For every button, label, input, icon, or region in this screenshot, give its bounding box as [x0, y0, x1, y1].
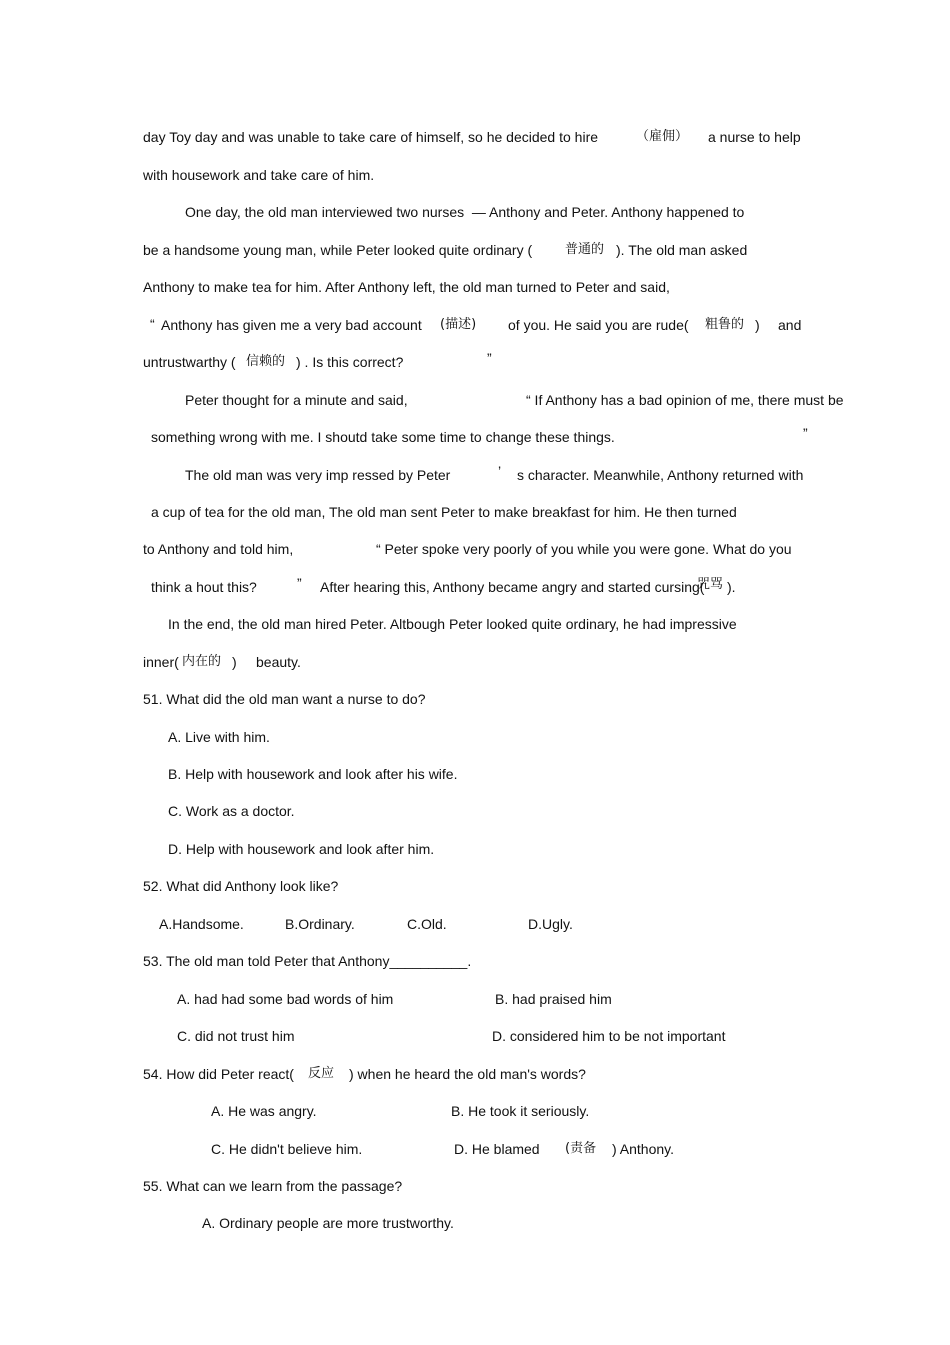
passage-line: Peter thought for a minute and said, — [185, 392, 408, 408]
passage-line: ). The old man asked — [616, 242, 748, 258]
answer-option: D. He blamed — [454, 1141, 540, 1157]
answer-option: ) Anthony. — [612, 1141, 675, 1157]
chinese-gloss: 内在的 — [182, 654, 222, 669]
passage-line: ) — [232, 654, 237, 670]
question-stem: 55. What can we learn from the passage? — [143, 1178, 403, 1194]
passage-line: In the end, the old man hired Peter. Altbough Peter looked quite ordinary, he had impressive — [168, 616, 737, 632]
quote-mark: ” — [803, 425, 808, 441]
answer-option: A. had had some bad words of him — [177, 991, 394, 1007]
question-stem: 51. What did the old man want a nurse to do? — [143, 691, 426, 707]
answer-option: C. did not trust him — [177, 1028, 295, 1044]
question-stem: 52. What did Anthony look like? — [143, 878, 339, 894]
question-stem: ) when he heard the old man's words? — [349, 1066, 586, 1082]
passage-line: something wrong with me. I shoutd take some time to change these things. — [151, 429, 615, 445]
passage-line: with housework and take care of him. — [143, 167, 375, 183]
chinese-gloss: (责备 — [565, 1141, 597, 1156]
chinese-gloss: 普通的 — [565, 242, 605, 257]
quote-mark: “ — [150, 316, 155, 332]
passage-line: One day, the old man interviewed two nurses — Anthony and Peter. Anthony happened to — [185, 204, 745, 220]
answer-option: B. Help with housework and look after his wife. — [168, 766, 458, 782]
answer-option: A.Handsome. — [159, 916, 244, 932]
answer-option: D. Help with housework and look after him. — [168, 841, 435, 857]
passage-line: inner( — [143, 654, 179, 670]
chinese-gloss: 反应 — [308, 1066, 335, 1081]
apostrophe: ’ — [498, 463, 502, 479]
passage-line: and — [778, 317, 802, 333]
answer-option: D.Ugly. — [528, 916, 573, 932]
answer-option: B. had praised him — [495, 991, 612, 1007]
passage-line: a nurse to help — [708, 129, 801, 145]
passage-line: be a handsome young man, while Peter looked quite ordinary ( — [143, 242, 533, 258]
passage-line: beauty. — [256, 654, 301, 670]
chinese-gloss: 信赖的 — [246, 354, 286, 369]
answer-option: A. He was angry. — [211, 1103, 317, 1119]
passage-line: ). — [727, 579, 736, 595]
passage-line: day Toy day and was unable to take care of himself, so he decided to hire — [143, 129, 599, 145]
answer-option: A. Live with him. — [168, 729, 270, 745]
chinese-gloss: 粗鲁的 — [705, 317, 745, 332]
answer-option: B. He took it seriously. — [451, 1103, 590, 1119]
passage-line: ) — [755, 317, 760, 333]
quote-mark: ” — [297, 575, 302, 591]
passage-line: Anthony to make tea for him. After Anthony left, the old man turned to Peter and said, — [143, 279, 670, 295]
passage-line: to Anthony and told him, — [143, 541, 294, 557]
quote-mark: ” — [487, 350, 492, 366]
answer-option: A. Ordinary people are more trustworthy. — [202, 1215, 454, 1231]
chinese-gloss: （雇佣） — [636, 129, 689, 144]
question-stem: 53. The old man told Peter that Anthony__________. — [143, 953, 472, 969]
question-stem: 54. How did Peter react( — [143, 1066, 294, 1082]
passage-line: untrustwarthy ( — [143, 354, 236, 370]
answer-option: C. Work as a doctor. — [168, 803, 295, 819]
passage-line: ) . Is this correct? — [296, 354, 404, 370]
answer-option: C. He didn't believe him. — [211, 1141, 363, 1157]
passage-line: think a hout this? — [151, 579, 257, 595]
passage-line: of you. He said you are rude( — [508, 317, 689, 333]
chinese-gloss: 咒骂 — [697, 577, 724, 592]
answer-option: C.Old. — [407, 916, 447, 932]
passage-line: Anthony has given me a very bad account — [161, 317, 422, 333]
answer-option: B.Ordinary. — [285, 916, 355, 932]
passage-line: The old man was very imp ressed by Peter — [185, 467, 451, 483]
passage-line: a cup of tea for the old man, The old man sent Peter to make breakfast for him. He then turned — [151, 504, 737, 520]
passage-line: After hearing this, Anthony became angry and started cursing( — [320, 579, 705, 595]
passage-line: “ If Anthony has a bad opinion of me, there must be — [526, 392, 844, 408]
passage-line: s character. Meanwhile, Anthony returned with — [517, 467, 804, 483]
chinese-gloss: (描述) — [440, 317, 477, 332]
answer-option: D. considered him to be not important — [492, 1028, 726, 1044]
passage-line: “ Peter spoke very poorly of you while you were gone. What do you — [376, 541, 792, 557]
